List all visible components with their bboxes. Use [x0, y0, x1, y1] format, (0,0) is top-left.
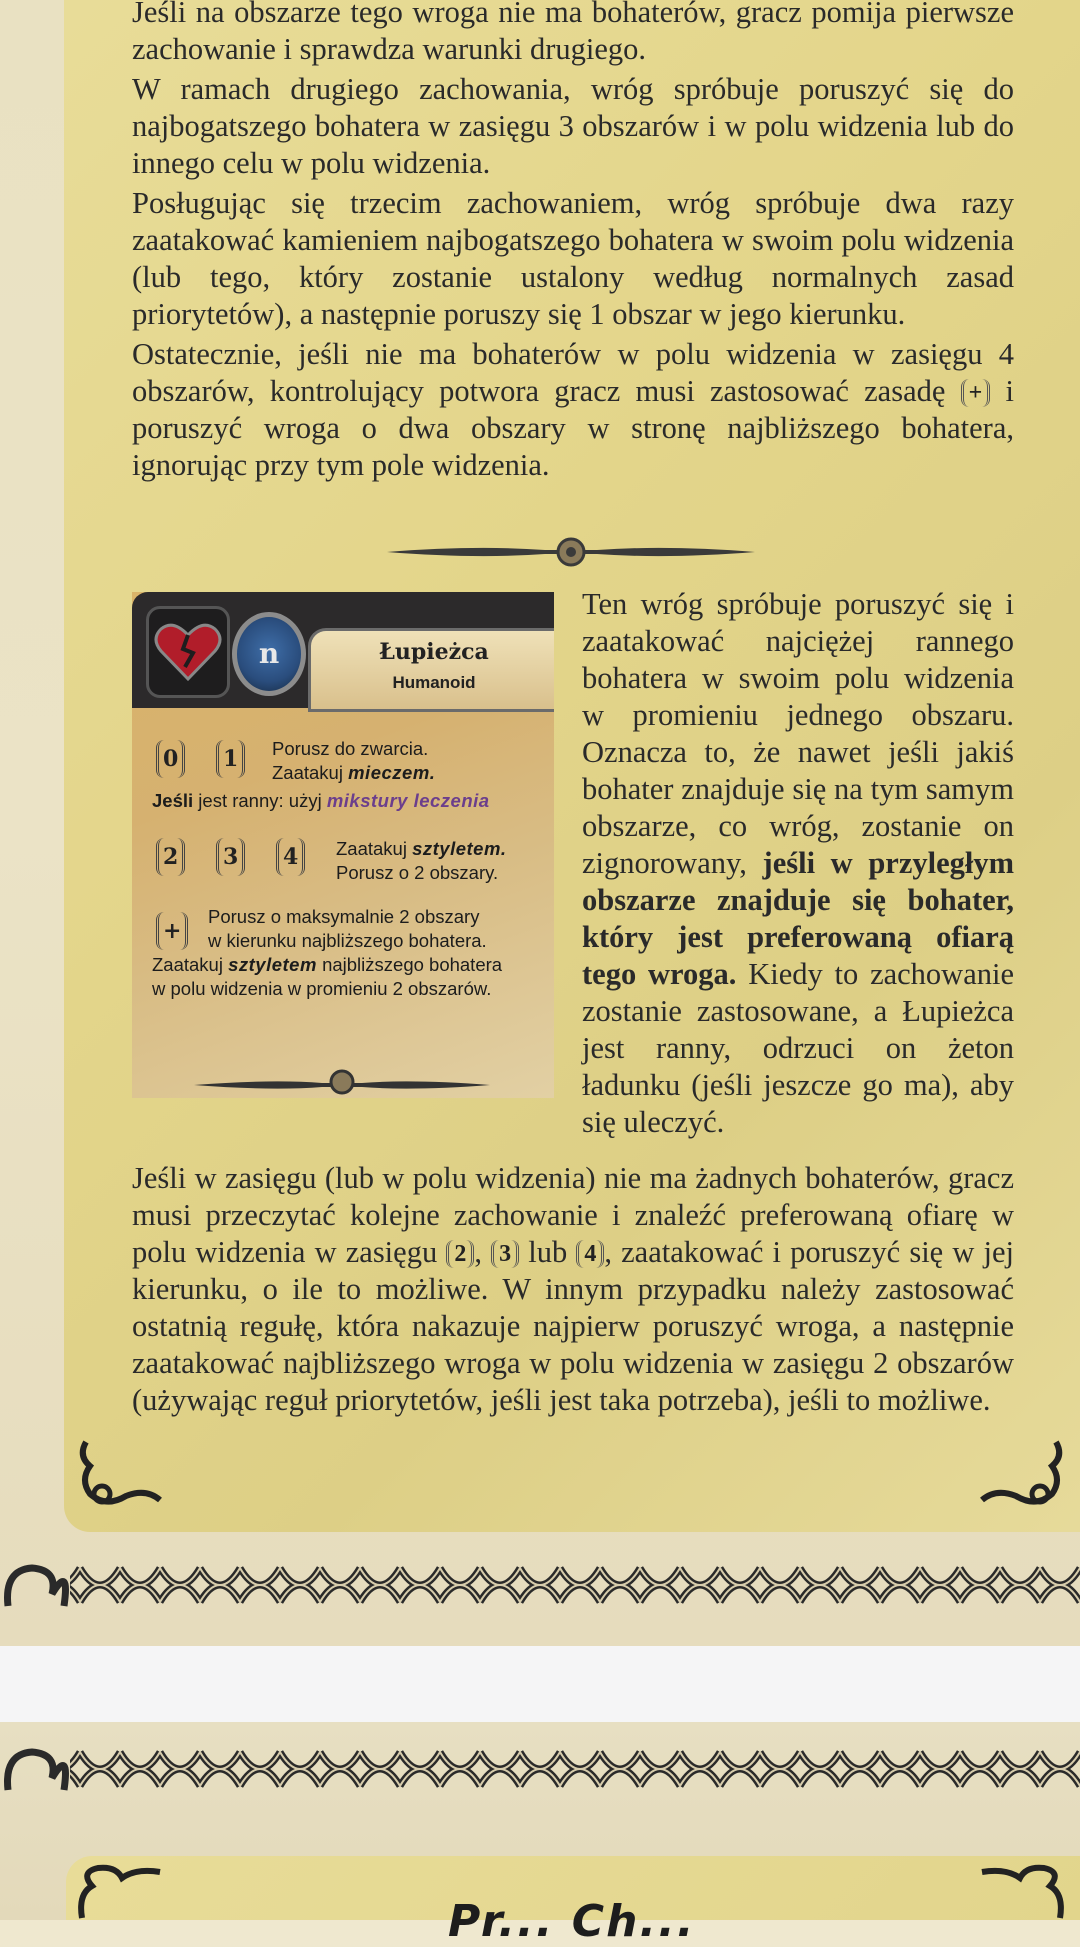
intro-paragraph-1: Jeśli na obszarze tego wroga nie ma bohaterów, gracz pomija pierwsze zachowanie i sprawdza warunki drugiego.	[132, 0, 1014, 66]
intro-paragraph-4-a: Ostatecznie, jeśli nie ma bohaterów w polu widzenia w zasięgu 4 obszarów, kontrolujący potwora gracz musi zastosować zasadę	[132, 337, 1014, 408]
section-divider-ornament	[385, 535, 757, 569]
card-row1-line2	[272, 762, 435, 784]
wrap-text-bold: jeśli w przyległym obszarze znajduje się bohater, który jest preferowaną ofiarą tego wroga.	[582, 846, 1015, 991]
intro-paragraph-2: W ramach drugiego zachowania, wróg spróbuje poruszyć się do najbogatszego bohatera w zasięgu 3 obszarów i w polu widzenia lub do innego celu w polu widzenia.	[132, 72, 1014, 180]
card-symbol-0: 0	[156, 740, 185, 778]
intro-paragraph-4	[132, 336, 1014, 484]
final-text-a: Jeśli w zasięgu (lub w polu widzenia) nie ma żadnych bohaterów, gracz musi przeczytać kolejne zachowanie i znaleźć preferowaną ofiarę w polu widzenia w zasięgu	[132, 1161, 1014, 1269]
page-gap	[0, 1646, 1080, 1722]
celtic-corner-top-right-icon	[976, 1864, 1066, 1929]
card-row1-line3-em: mikstury leczenia	[326, 790, 490, 811]
final-sep-1: ,	[474, 1235, 482, 1269]
celtic-corner-right-icon	[976, 1436, 1066, 1525]
final-lub: lub	[528, 1235, 568, 1269]
symbol-2: 2	[446, 1240, 474, 1268]
celtic-corner-left-icon	[76, 1436, 166, 1525]
intro-paragraph-3: Posługując się trzecim zachowaniem, wróg spróbuje dwa razy zaatakować kamieniem najbogatszego bohatera w swoim polu widzenia (lub tego, który zostanie ustalony według normalnych zasad priorytetów), a następnie poruszy się 1 obszar w jego kierunku.	[132, 186, 1014, 331]
celtic-border-band-next-page	[0, 1740, 1080, 1798]
card-row3-line3-a: Zaatakuj	[152, 954, 229, 975]
symbol-3: 3	[491, 1240, 519, 1268]
card-symbol-plus: +	[156, 912, 188, 950]
card-row1-line3-a: Jeśli	[152, 790, 194, 811]
next-section-title: Pr... Ch...	[448, 1896, 696, 1947]
heart-icon	[146, 606, 230, 698]
card-row3-line3-em: sztyletem	[228, 954, 317, 975]
card-row2-line1-a: Zaatakuj	[336, 838, 413, 859]
card-row2-line2: Porusz o 2 obszary.	[336, 862, 499, 883]
card-symbol-1: 1	[216, 740, 245, 778]
card-row3-line3-b: najbliższego bohatera	[316, 954, 503, 975]
card-row1-line3	[152, 790, 490, 812]
card-row2-line1-em: sztyletem.	[412, 838, 507, 859]
final-text-b: , zaatakować i poruszyć się w jej kierunku, o ile to możliwe. W innym przypadku należy zastosować ostatnią regułę, która nakazuje najpierw poruszyć wroga, a następnie zaatakować najbliższego wroga w polu widzenia w zasięgu 2 obszarów (używając reguł priorytetów, jeśli jest taka potrzeba), jeśli to możliwe.	[132, 1235, 1015, 1417]
wrap-paragraph	[582, 586, 1014, 1141]
card-title: Łupieżca	[379, 639, 489, 665]
card-row3-line3	[152, 954, 502, 976]
symbol-4: 4	[576, 1240, 604, 1268]
card-row3-line1: Porusz o maksymalnie 2 obszary	[208, 906, 480, 927]
monster-card-image	[132, 592, 554, 1098]
card-footer-ornament	[192, 1068, 492, 1096]
final-text	[132, 1160, 1014, 1422]
card-row1-line1: Porusz do zwarcia.	[272, 738, 429, 759]
card-row1-line2-a: Zaatakuj	[272, 762, 349, 783]
plus-behavior-symbol: +	[961, 379, 991, 407]
card-title-box	[308, 628, 554, 712]
shield-rune-icon: n	[232, 612, 306, 696]
card-symbol-2: 2	[156, 838, 185, 876]
card-row3-line2: w kierunku najbliższego bohatera.	[208, 930, 487, 951]
celtic-corner-top-left-icon	[76, 1864, 166, 1929]
wrap-text-b: Kiedy to zachowanie zostanie zastosowane, a Łupieżca jest ranny, odrzuci on żeton ładunku (jeśli jeszcze go ma), aby się uleczyć.	[582, 957, 1015, 1139]
card-row2-line1	[336, 838, 507, 860]
card-symbol-3: 3	[216, 838, 245, 876]
card-row1-line2-em: mieczem.	[348, 762, 436, 783]
intro-text	[132, 0, 1014, 487]
intro-paragraph-4-b: i poruszyć wroga o dwa obszary w stronę najbliższego bohatera, ignorując przy tym pole widzenia.	[132, 374, 1014, 482]
wrap-text	[582, 586, 1015, 1139]
card-subtitle: Humanoid	[392, 673, 476, 692]
card-row1-line3-b: jest ranny: użyj	[193, 790, 327, 811]
wrap-text-a: Ten wróg spróbuje poruszyć się i zaatakować najciężej rannego bohatera w swoim polu widzenia w promieniu jednego obszaru. Oznacza to, że nawet jeśli jakiś bohater znajduje się na tym samym obszarze, co wróg, zostanie on zignorowany,	[582, 587, 1014, 880]
card-symbol-4: 4	[276, 838, 305, 876]
celtic-border-band-top-page	[0, 1556, 1080, 1614]
final-paragraph	[132, 1160, 1014, 1419]
card-row3-line4: w polu widzenia w promieniu 2 obszarów.	[152, 978, 492, 999]
